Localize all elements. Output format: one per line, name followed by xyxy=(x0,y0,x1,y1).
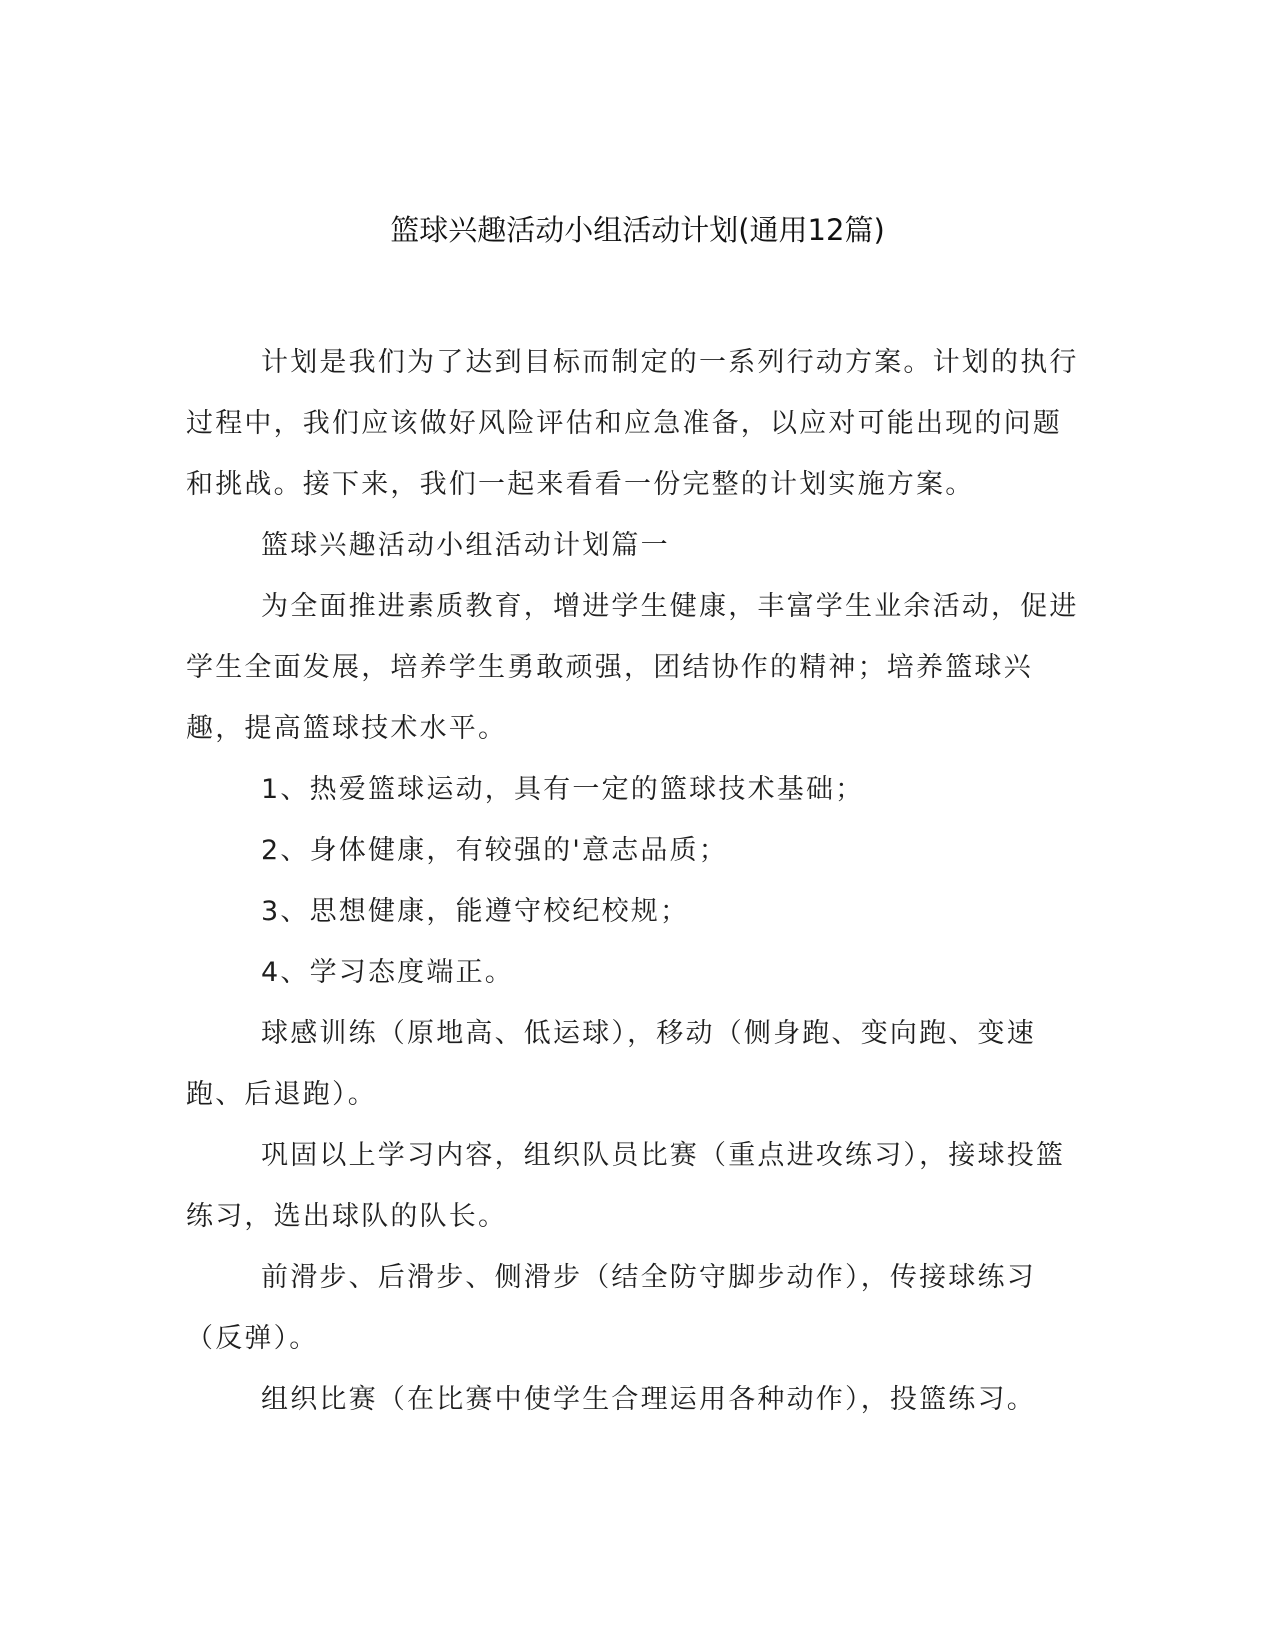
training-paragraph-3: 前滑步、后滑步、侧滑步（结全防守脚步动作），传接球练习（反弹）。 xyxy=(186,1262,1036,1354)
training-paragraph-1: 球感训练（原地高、低运球），移动（侧身跑、变向跑、变速跑、后退跑）。 xyxy=(186,1018,1036,1110)
requirement-item-2: 2、身体健康，有较强的'意志品质； xyxy=(261,835,728,866)
section-heading: 篮球兴趣活动小组活动计划篇一 xyxy=(261,530,670,561)
training-paragraph-4: 组织比赛（在比赛中使学生合理运用各种动作），投篮练习。 xyxy=(261,1384,1036,1415)
requirement-item-4: 4、学习态度端正。 xyxy=(261,957,514,988)
intro-paragraph: 计划是我们为了达到目标而制定的一系列行动方案。计划的执行过程中，我们应该做好风险评估和应急准备，以应对可能出现的问题和挑战。接下来，我们一起来看看一份完整的计划实施方案。 xyxy=(186,347,1079,500)
requirement-item-1: 1、热爱篮球运动，具有一定的篮球技术基础； xyxy=(261,774,865,805)
purpose-paragraph: 为全面推进素质教育，增进学生健康，丰富学生业余活动，促进学生全面发展，培养学生勇敢顽强，团结协作的精神；培养篮球兴趣，提高篮球技术水平。 xyxy=(186,591,1079,744)
document-body xyxy=(186,332,1082,1430)
requirement-item-3: 3、思想健康，能遵守校纪校规； xyxy=(261,896,690,927)
training-paragraph-2: 巩固以上学习内容，组织队员比赛（重点进攻练习），接球投篮练习，选出球队的队长。 xyxy=(186,1140,1066,1232)
document-title: 篮球兴趣活动小组活动计划(通用12篇) xyxy=(390,213,885,247)
